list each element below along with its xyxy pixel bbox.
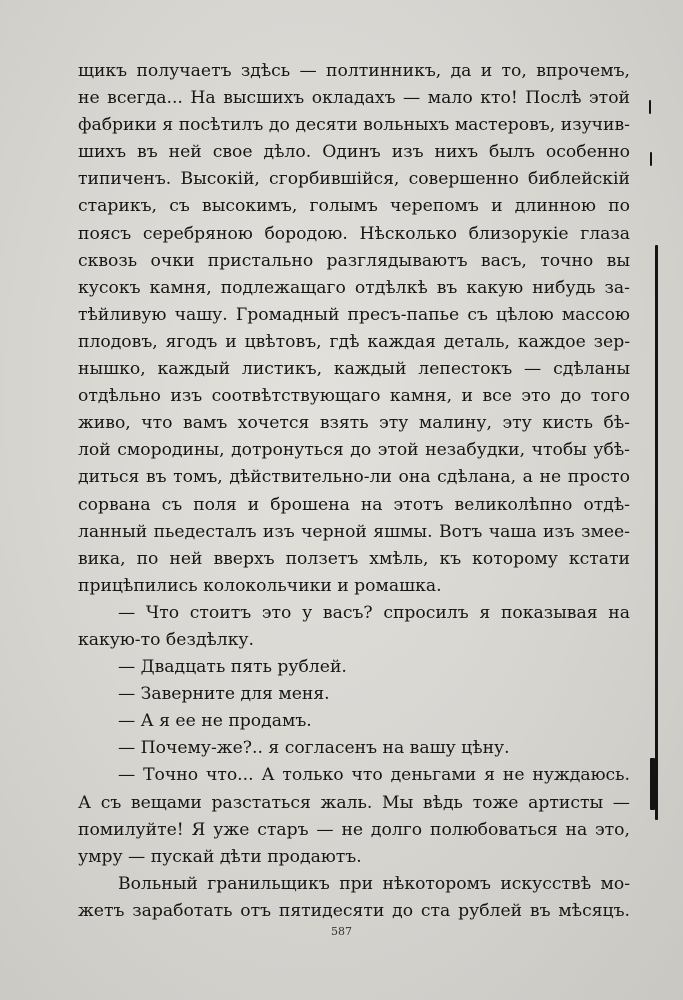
text-line: диться въ томъ, дѣйствительно-ли она сдѣлана, а не просто — [78, 467, 630, 488]
page-number: 587 — [331, 925, 352, 938]
margin-mark — [649, 100, 651, 114]
text-line: помилуйте! Я уже старъ — не долго полюбоваться на это, — [78, 819, 630, 840]
text-line: кусокъ камня, подлежащаго отдѣлкѣ въ какую нибудь за- — [78, 277, 630, 298]
text-line: старикъ, съ высокимъ, голымъ черепомъ и длинною по — [78, 196, 630, 217]
text-line: сквозь очки пристально разглядываютъ васъ, точно вы — [78, 250, 630, 271]
text-line: нышко, каждый листикъ, каждый лепестокъ — сдѣланы — [78, 359, 630, 380]
dialogue-line: — Заверните для меня. — [118, 684, 330, 705]
text-line: какую-то бездѣлку. — [78, 629, 255, 650]
text-line: сорвана съ поля и брошена на этотъ великолѣпно отдѣ- — [78, 494, 630, 515]
text-line: фабрики я посѣтилъ до десяти вольныхъ мастеровъ, изучив- — [78, 115, 630, 136]
margin-mark — [650, 152, 652, 166]
text-line: А съ вещами разстаться жаль. Мы вѣдь тоже артисты — — [78, 792, 630, 813]
text-line: живо, что вамъ хочется взять эту малину, эту кисть бѣ- — [78, 413, 630, 434]
paragraph-start-line: Вольный гранильщикъ при нѣкоторомъ искусствѣ мо- — [118, 873, 630, 894]
dialogue-line: — Что стоитъ это у васъ? спросилъ я показывая на — [118, 602, 630, 623]
margin-mark — [650, 758, 655, 810]
text-line: лой смородины, дотронуться до этой незабудки, чтобы убѣ- — [78, 440, 630, 461]
text-line: плодовъ, ягодъ и цвѣтовъ, гдѣ каждая деталь, каждое зер- — [78, 331, 630, 352]
text-line: шихъ въ ней свое дѣло. Одинъ изъ нихъ былъ особенно — [78, 142, 630, 163]
text-line: ланный пьедесталъ изъ черной яшмы. Вотъ чаша изъ змее- — [78, 521, 630, 542]
text-line: вика, по ней вверхъ ползетъ хмѣль, къ которому кстати — [78, 548, 630, 569]
text-line: жетъ заработать отъ пятидесяти до ста рублей въ мѣсяцъ. — [78, 900, 630, 921]
text-line: щикъ получаетъ здѣсь — полтинникъ, да и то, впрочемъ, — [78, 61, 630, 81]
text-line: тѣйливую чашу. Громадный пресъ-папье съ цѣлою массою — [78, 304, 630, 325]
text-line: отдѣльно изъ соотвѣтствующаго камня, и все это до того — [78, 386, 630, 407]
text-line: прицѣпились колокольчики и ромашка. — [78, 575, 442, 596]
text-line: умру — пускай дѣти продаютъ. — [78, 846, 362, 867]
text-line: не всегда... На высшихъ окладахъ — мало кто! Послѣ этой — [78, 88, 630, 109]
dialogue-line: — Почему-же?.. я согласенъ на вашу цѣну. — [118, 738, 510, 759]
page-text — [78, 58, 630, 925]
text-line: поясъ серебряною бородою. Нѣсколько близорукіе глаза — [78, 223, 630, 244]
dialogue-line: — Двадцать пять рублей. — [118, 657, 347, 678]
dialogue-line: — А я ее не продамъ. — [118, 711, 312, 732]
margin-mark — [655, 245, 658, 820]
text-line: типиченъ. Высокій, сгорбившійся, совершенно библейскій — [78, 169, 630, 190]
dialogue-line: — Точно что... А только что деньгами я не нуждаюсь. — [118, 765, 630, 786]
